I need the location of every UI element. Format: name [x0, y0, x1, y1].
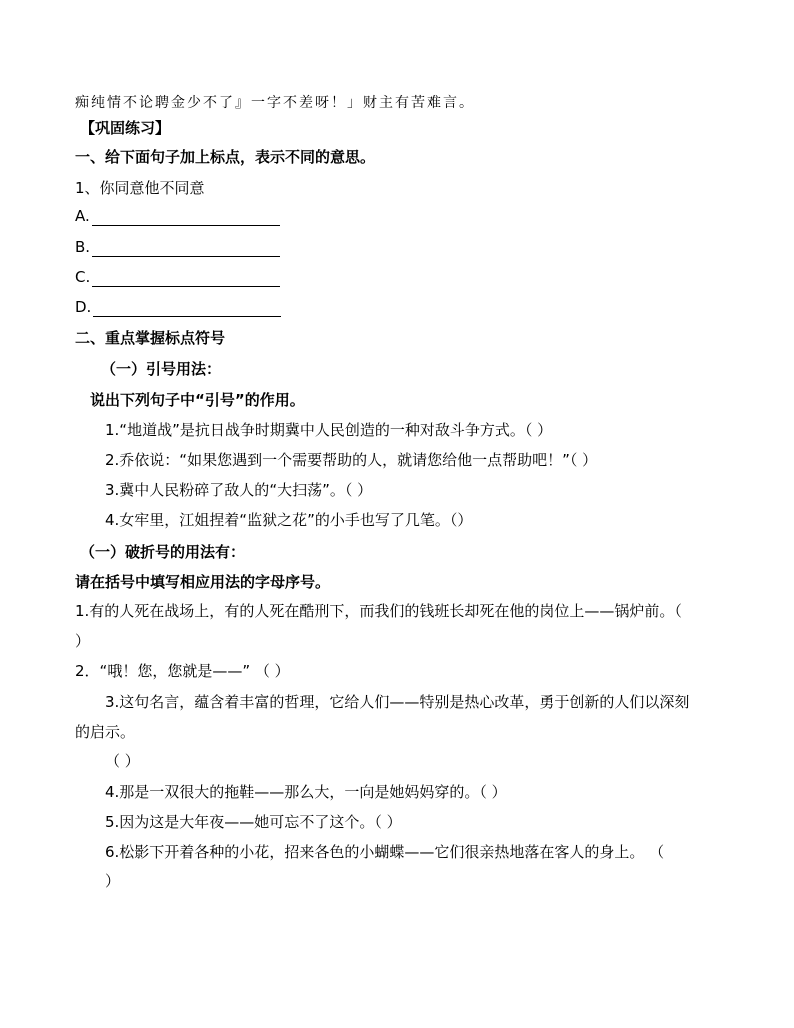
- quote-item-4: 4.女牢里，江姐捏着“监狱之花”的小手也写了几笔。（）: [105, 511, 473, 529]
- exercise-heading: 【巩固练习】: [80, 119, 171, 137]
- section2-instruction: 说出下列句子中“引号”的作用。: [90, 391, 305, 409]
- option-label-a: A.: [75, 207, 90, 225]
- section3-title: （一）破折号的用法有：: [80, 543, 246, 561]
- dash-item-3-line1: 3.这句名言，蕴含着丰富的哲理，它给人们——特别是热心改革，勇于创新的人们以深刻: [105, 693, 690, 711]
- dash-item-3-line2: 的启示。: [75, 723, 136, 741]
- answer-blank-b[interactable]: [92, 240, 280, 257]
- dash-item-5: 5.因为这是大年夜——她可忘不了这个。（ ）: [105, 813, 402, 831]
- section1-title: 一、给下面句子加上标点，表示不同的意思。: [75, 148, 376, 166]
- answer-row-d: [75, 297, 281, 317]
- section2-title: 二、重点掌握标点符号: [75, 329, 226, 347]
- section3-instruction: 请在括号中填写相应用法的字母序号。: [75, 573, 331, 591]
- answer-blank-d[interactable]: [93, 300, 281, 317]
- section2-subtitle: （一）引号用法：: [101, 360, 222, 378]
- quote-item-1: 1.“地道战”是抗日战争时期冀中人民创造的一种对敌斗争方式。（ ）: [105, 421, 553, 439]
- option-label-c: C.: [75, 268, 91, 286]
- answer-row-a: [75, 206, 280, 226]
- answer-blank-c[interactable]: [92, 270, 280, 287]
- quote-item-3: 3.冀中人民粉碎了敌人的“大扫荡”。（ ）: [105, 481, 373, 499]
- dash-item-2: 2．“哦！您，您就是——” （ ）: [75, 662, 290, 680]
- section1-sentence: 1、你同意他不同意: [75, 179, 205, 197]
- dash-item-3-line3: （ ）: [105, 752, 140, 770]
- answer-blank-a[interactable]: [92, 209, 280, 226]
- dash-item-6-line1: 6.松影下开着各种的小花，招来各色的小蝴蝶——它们很亲热地落在客人的身上。 （: [105, 843, 665, 861]
- continued-story-line: 痴纯情不论聘金少不了』一字不差呀！」财主有苦难言。: [75, 95, 475, 111]
- quote-item-2: 2.乔依说：“如果您遇到一个需要帮助的人，就请您给他一点帮助吧！”（ ）: [105, 451, 598, 469]
- answer-row-b: [75, 237, 280, 257]
- option-label-d: D.: [75, 298, 92, 316]
- dash-item-6-line2: ）: [105, 872, 121, 890]
- answer-row-c: [75, 267, 280, 287]
- option-label-b: B.: [75, 238, 91, 256]
- dash-item-1-line1: 1.有的人死在战场上，有的人死在酷刑下，而我们的钱班长却死在他的岗位上——锅炉前。（: [75, 602, 682, 620]
- dash-item-4: 4.那是一双很大的拖鞋——那么大，一向是她妈妈穿的。（ ）: [105, 783, 507, 801]
- dash-item-1-line2: ）: [75, 632, 91, 650]
